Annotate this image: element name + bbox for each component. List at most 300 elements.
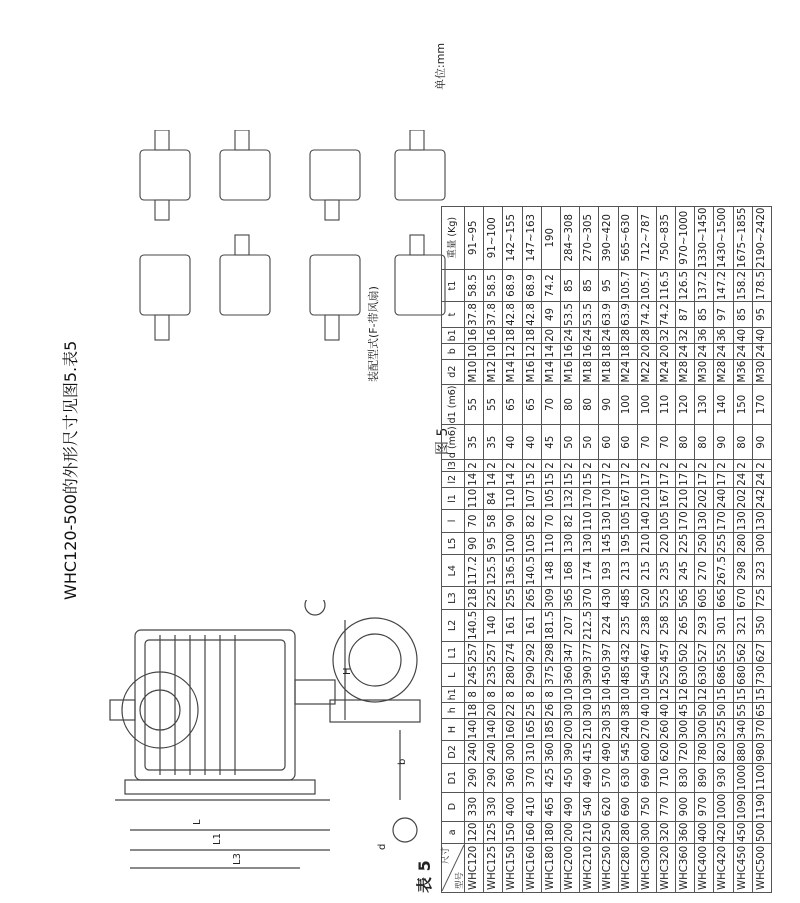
table-cell: 202 (733, 487, 752, 509)
table-cell: 980 (752, 741, 771, 763)
table-cell: 240 (484, 741, 503, 763)
header-cell: b1 (442, 327, 465, 343)
table-cell: 400 (695, 821, 714, 843)
table-cell: 257 (484, 641, 503, 663)
table-cell: 193 (599, 555, 618, 587)
table-cell: 280 (618, 821, 637, 843)
table-cell: 235 (656, 555, 675, 587)
header-cell: a (442, 821, 465, 843)
table-cell: 1330~1450 (695, 206, 714, 269)
table-cell: 80 (733, 425, 752, 460)
table-cell: 15 (733, 686, 752, 702)
table-cell: 120 (676, 384, 695, 425)
table-cell: 310 (522, 741, 541, 763)
table-cell: 10 (637, 686, 656, 702)
table-cell: 12 (695, 686, 714, 702)
table-cell: 720 (676, 741, 695, 763)
table-cell: 2 (637, 460, 656, 472)
table-cell: 210 (676, 487, 695, 509)
table-cell: 397 (599, 641, 618, 663)
table-cell: 325 (714, 718, 733, 740)
table-cell: 485 (618, 664, 637, 686)
table-row (714, 206, 733, 892)
table-cell: 330 (465, 792, 484, 821)
table-cell: 24 (676, 343, 695, 359)
table-cell: 53.5 (580, 302, 599, 328)
table-cell: 630 (695, 664, 714, 686)
table-cell: 200 (560, 821, 579, 843)
table-cell: 74.2 (637, 302, 656, 328)
table-cell: 215 (637, 555, 656, 587)
table-cell: 14 (465, 471, 484, 487)
table-cell: 116.5 (656, 269, 675, 301)
table-cell: 130 (733, 510, 752, 532)
table-cell: 82 (560, 510, 579, 532)
table-cell: 360 (503, 763, 522, 792)
table-cell: 17 (656, 471, 675, 487)
table-cell: 58.5 (484, 269, 503, 301)
model-cell: WHC120 (465, 844, 484, 893)
table-cell: 213 (618, 555, 637, 587)
table-cell: 490 (560, 792, 579, 821)
table-cell: 74.2 (656, 302, 675, 328)
model-cell: WHC210 (580, 844, 599, 893)
table-cell: 105.7 (618, 269, 637, 301)
table-cell: 8 (541, 686, 560, 702)
table-cell: 14 (503, 471, 522, 487)
table-cell: 2190~2420 (752, 206, 771, 269)
table-cell: 32 (656, 327, 675, 343)
table-cell: 110 (656, 384, 675, 425)
table-cell: 627 (752, 641, 771, 663)
table-cell: 245 (676, 555, 695, 587)
table-cell: 40 (503, 425, 522, 460)
table-cell: 65 (752, 702, 771, 718)
table-cell: 130 (599, 510, 618, 532)
table-cell: 195 (618, 532, 637, 554)
model-cell: WHC280 (618, 844, 637, 893)
table-cell: 110 (465, 487, 484, 509)
header-cell: L4 (442, 555, 465, 587)
table-cell: 545 (618, 741, 637, 763)
table-cell: 110 (580, 510, 599, 532)
table-cell: 10 (580, 686, 599, 702)
table-cell: 55 (733, 702, 752, 718)
table-cell: 540 (580, 792, 599, 821)
table-cell: 16 (580, 343, 599, 359)
table-cell: 690 (637, 763, 656, 792)
table-cell: 350 (752, 609, 771, 641)
table-cell: 240 (618, 718, 637, 740)
table-cell: 130 (695, 384, 714, 425)
table-cell: 15 (752, 686, 771, 702)
table-cell: 15 (580, 471, 599, 487)
table-cell: 298 (541, 641, 560, 663)
table-cell: 40 (752, 327, 771, 343)
table-cell: 58 (484, 510, 503, 532)
table-cell: 820 (714, 741, 733, 763)
table-cell: 2 (580, 460, 599, 472)
table-cell: 1675~1855 (733, 206, 752, 269)
table-cell: 270 (695, 555, 714, 587)
table-cell: 110 (503, 487, 522, 509)
table-header-row (442, 206, 465, 892)
table-cell: 770 (656, 792, 675, 821)
corner-top-label: 尺寸 (441, 847, 451, 865)
header-cell: L3 (442, 587, 465, 609)
table-cell: 17 (599, 471, 618, 487)
table-cell: 293 (695, 609, 714, 641)
table-row (560, 206, 579, 892)
table-cell: 680 (733, 664, 752, 686)
table-cell: 12 (503, 343, 522, 359)
table-cell: 2 (560, 460, 579, 472)
table-cell: 298 (733, 555, 752, 587)
table-cell: 10 (599, 686, 618, 702)
spec-table-container (441, 206, 772, 893)
table-cell: 370 (522, 763, 541, 792)
table-cell: 17 (695, 471, 714, 487)
table-cell: 360 (560, 664, 579, 686)
table-cell: 292 (522, 641, 541, 663)
table-cell: M24 (618, 359, 637, 384)
table-cell: 450 (733, 821, 752, 843)
table-cell: 340 (733, 718, 752, 740)
table-corner-cell (442, 844, 465, 893)
header-cell: L1 (442, 641, 465, 663)
model-cell: WHC250 (599, 844, 618, 893)
table-cell: 28 (637, 327, 656, 343)
table-cell: 40 (637, 702, 656, 718)
table-cell: 105 (541, 487, 560, 509)
table-row (580, 206, 599, 892)
table-cell: 540 (637, 664, 656, 686)
table-cell: 49 (541, 302, 560, 328)
table-cell: 24 (733, 343, 752, 359)
table-cell: 50 (580, 425, 599, 460)
table-cell: 347 (560, 641, 579, 663)
table-cell: 24 (599, 327, 618, 343)
header-cell: d (m6) (442, 425, 465, 460)
table-cell: 50 (695, 702, 714, 718)
table-cell: 20 (484, 702, 503, 718)
header-cell: t1 (442, 269, 465, 301)
table-cell: 17 (676, 471, 695, 487)
table-cell: 37.8 (484, 302, 503, 328)
table-cell: 68.9 (503, 269, 522, 301)
table-cell: 30 (560, 702, 579, 718)
table-cell: 125 (484, 821, 503, 843)
table-cell: 70 (541, 384, 560, 425)
table-cell: 35 (484, 425, 503, 460)
table-cell: 160 (503, 718, 522, 740)
table-cell: 24 (714, 343, 733, 359)
model-cell: WHC360 (676, 844, 695, 893)
table-cell: 420 (714, 821, 733, 843)
table-cell: 210 (580, 718, 599, 740)
table-cell: 170 (752, 384, 771, 425)
table-cell: 323 (752, 555, 771, 587)
table-cell: 525 (656, 587, 675, 609)
header-cell: h (442, 702, 465, 718)
table-cell: 130 (695, 510, 714, 532)
table-cell: 502 (676, 641, 695, 663)
table-cell: 20 (637, 343, 656, 359)
table-cell: 87 (676, 302, 695, 328)
table-cell: 212.5 (580, 609, 599, 641)
table-cell: 117.2 (465, 555, 484, 587)
table-cell: 270 (637, 718, 656, 740)
table-row (541, 206, 560, 892)
table-cell: 2 (695, 460, 714, 472)
table-cell: 95 (599, 269, 618, 301)
table-cell: 25 (522, 702, 541, 718)
table-cell: 630 (618, 763, 637, 792)
unit-label: 单位:mm (434, 42, 447, 90)
table-cell: 126.5 (676, 269, 695, 301)
table-cell: 24 (560, 327, 579, 343)
table-cell: 260 (656, 718, 675, 740)
table-cell: 425 (541, 763, 560, 792)
table-cell: 284~308 (560, 206, 579, 269)
table-label: 表 5 (415, 860, 434, 893)
table-row (637, 206, 656, 892)
table-cell: 165 (522, 718, 541, 740)
table-cell: 390~420 (599, 206, 618, 269)
table-cell: 178.5 (752, 269, 771, 301)
svg-text:d: d (377, 843, 388, 850)
table-cell: 2 (484, 460, 503, 472)
table-cell: 145 (599, 532, 618, 554)
table-cell: 190 (541, 206, 560, 269)
assembly-types-diagram (120, 130, 450, 360)
table-cell: 38 (618, 702, 637, 718)
table-cell: 100 (618, 384, 637, 425)
table-cell: 140 (484, 609, 503, 641)
table-cell: 168 (560, 555, 579, 587)
model-cell: WHC180 (541, 844, 560, 893)
table-cell: 17 (714, 471, 733, 487)
table-cell: 85 (733, 302, 752, 328)
model-cell: WHC500 (752, 844, 771, 893)
table-cell: 80 (695, 425, 714, 460)
table-cell: 12 (676, 686, 695, 702)
table-cell: 95 (484, 532, 503, 554)
table-cell: 565 (676, 587, 695, 609)
corner-bottom-label: 型号 (454, 871, 465, 889)
svg-text:b: b (397, 758, 408, 765)
table-cell: 70 (637, 425, 656, 460)
table-cell: 202 (695, 487, 714, 509)
header-cell: H (442, 718, 465, 740)
table-cell: 91~100 (484, 206, 503, 269)
table-cell: 1190 (752, 792, 771, 821)
reducer-dimension-drawing (100, 600, 430, 880)
table-cell: 140.5 (465, 609, 484, 641)
svg-text:H: H (342, 667, 353, 675)
table-cell: 10 (465, 343, 484, 359)
table-cell: 970 (695, 792, 714, 821)
table-cell: 82 (522, 510, 541, 532)
table-cell: 330 (484, 792, 503, 821)
table-cell: 148 (541, 555, 560, 587)
table-cell: 140 (484, 718, 503, 740)
table-cell: 900 (676, 792, 695, 821)
table-cell: 970~1000 (676, 206, 695, 269)
table-cell: 2 (503, 460, 522, 472)
table-cell: 750~835 (656, 206, 675, 269)
table-cell: 2 (714, 460, 733, 472)
model-cell: WHC450 (733, 844, 752, 893)
table-cell: 360 (676, 821, 695, 843)
table-cell: 2 (599, 460, 618, 472)
table-cell: 74.2 (541, 269, 560, 301)
table-cell: 12 (656, 686, 675, 702)
table-cell: 290 (484, 763, 503, 792)
table-cell: 85 (695, 302, 714, 328)
model-cell: WHC300 (637, 844, 656, 893)
table-cell: 150 (733, 384, 752, 425)
table-cell: 235 (484, 664, 503, 686)
header-cell: d1 (m6) (442, 384, 465, 425)
header-cell: L (442, 664, 465, 686)
table-row (695, 206, 714, 892)
table-cell: 890 (695, 763, 714, 792)
table-cell: 70 (541, 510, 560, 532)
table-cell: 207 (560, 609, 579, 641)
table-cell: M28 (676, 359, 695, 384)
table-cell: 242 (752, 487, 771, 509)
table-cell: M14 (503, 359, 522, 384)
model-cell: WHC125 (484, 844, 503, 893)
table-cell: 35 (599, 702, 618, 718)
table-cell: 630 (676, 664, 695, 686)
table-cell: 300 (637, 821, 656, 843)
table-cell: 8 (465, 686, 484, 702)
table-cell: 300 (695, 718, 714, 740)
table-cell: 457 (656, 641, 675, 663)
table-cell: 42.8 (503, 302, 522, 328)
table-cell: 170 (580, 487, 599, 509)
table-cell: 8 (503, 686, 522, 702)
table-cell: 255 (714, 532, 733, 554)
table-cell: 105.7 (637, 269, 656, 301)
table-cell: 450 (599, 664, 618, 686)
table-cell: 16 (560, 343, 579, 359)
table-cell: 570 (599, 763, 618, 792)
table-cell: 70 (656, 425, 675, 460)
table-cell: M12 (484, 359, 503, 384)
table-cell: 45 (676, 702, 695, 718)
table-cell: 280 (733, 532, 752, 554)
table-cell: 22 (503, 702, 522, 718)
table-cell: 105 (656, 510, 675, 532)
table-cell: 410 (522, 792, 541, 821)
table-cell: 147~163 (522, 206, 541, 269)
table-cell: 60 (618, 425, 637, 460)
table-cell: 132 (560, 487, 579, 509)
table-cell: 321 (733, 609, 752, 641)
table-cell: 430 (599, 587, 618, 609)
table-cell: 107 (522, 487, 541, 509)
table-cell: 110 (541, 532, 560, 554)
table-row (465, 206, 484, 892)
table-cell: 527 (695, 641, 714, 663)
table-cell: 12 (522, 343, 541, 359)
table-cell: 36 (695, 327, 714, 343)
table-cell: 42.8 (522, 302, 541, 328)
table-cell: 140 (714, 384, 733, 425)
table-cell: 880 (733, 741, 752, 763)
table-cell: 26 (541, 702, 560, 718)
table-cell: 105 (522, 532, 541, 554)
table-cell: 40 (522, 425, 541, 460)
table-cell: 1430~1500 (714, 206, 733, 269)
table-cell: 2 (676, 460, 695, 472)
table-cell: 170 (599, 487, 618, 509)
table-cell: 300 (752, 532, 771, 554)
table-cell: 200 (560, 718, 579, 740)
table-row (503, 206, 522, 892)
header-cell: l3 (442, 460, 465, 472)
table-cell: 100 (503, 532, 522, 554)
table-cell: 210 (637, 532, 656, 554)
table-cell: 55 (465, 384, 484, 425)
table-cell: 290 (522, 664, 541, 686)
table-cell: 18 (522, 327, 541, 343)
table-cell: 375 (541, 664, 560, 686)
table-cell: 18 (599, 343, 618, 359)
table-cell: 60 (599, 425, 618, 460)
table-cell: 24 (733, 471, 752, 487)
table-cell: 245 (465, 664, 484, 686)
table-cell: 63.9 (599, 302, 618, 328)
table-row (599, 206, 618, 892)
table-cell: 415 (580, 741, 599, 763)
table-cell: 35 (465, 425, 484, 460)
table-cell: 360 (541, 741, 560, 763)
table-cell: 485 (618, 587, 637, 609)
assembly-caption: 装配型式(F-带风扇) (367, 286, 380, 382)
model-cell: WHC400 (695, 844, 714, 893)
table-row (752, 206, 771, 892)
table-cell: 235 (618, 609, 637, 641)
header-cell: l2 (442, 471, 465, 487)
table-cell: 670 (733, 587, 752, 609)
table-cell: 180 (541, 821, 560, 843)
table-cell: 90 (599, 384, 618, 425)
table-cell: 562 (733, 641, 752, 663)
table-cell: 147.2 (714, 269, 733, 301)
table-cell: 160 (522, 821, 541, 843)
table-cell: 32 (676, 327, 695, 343)
table-cell: 20 (656, 343, 675, 359)
table-cell: 465 (541, 792, 560, 821)
svg-text:L: L (192, 819, 203, 825)
table-cell: 90 (465, 532, 484, 554)
table-cell: 24 (580, 327, 599, 343)
table-cell: 250 (599, 821, 618, 843)
table-cell: 150 (503, 821, 522, 843)
table-cell: 258 (656, 609, 675, 641)
table-cell: 18 (503, 327, 522, 343)
table-cell: 58.5 (465, 269, 484, 301)
table-cell: 265 (676, 609, 695, 641)
table-cell: 16 (484, 327, 503, 343)
table-cell: 255 (503, 587, 522, 609)
table-cell: 240 (465, 741, 484, 763)
table-row (676, 206, 695, 892)
